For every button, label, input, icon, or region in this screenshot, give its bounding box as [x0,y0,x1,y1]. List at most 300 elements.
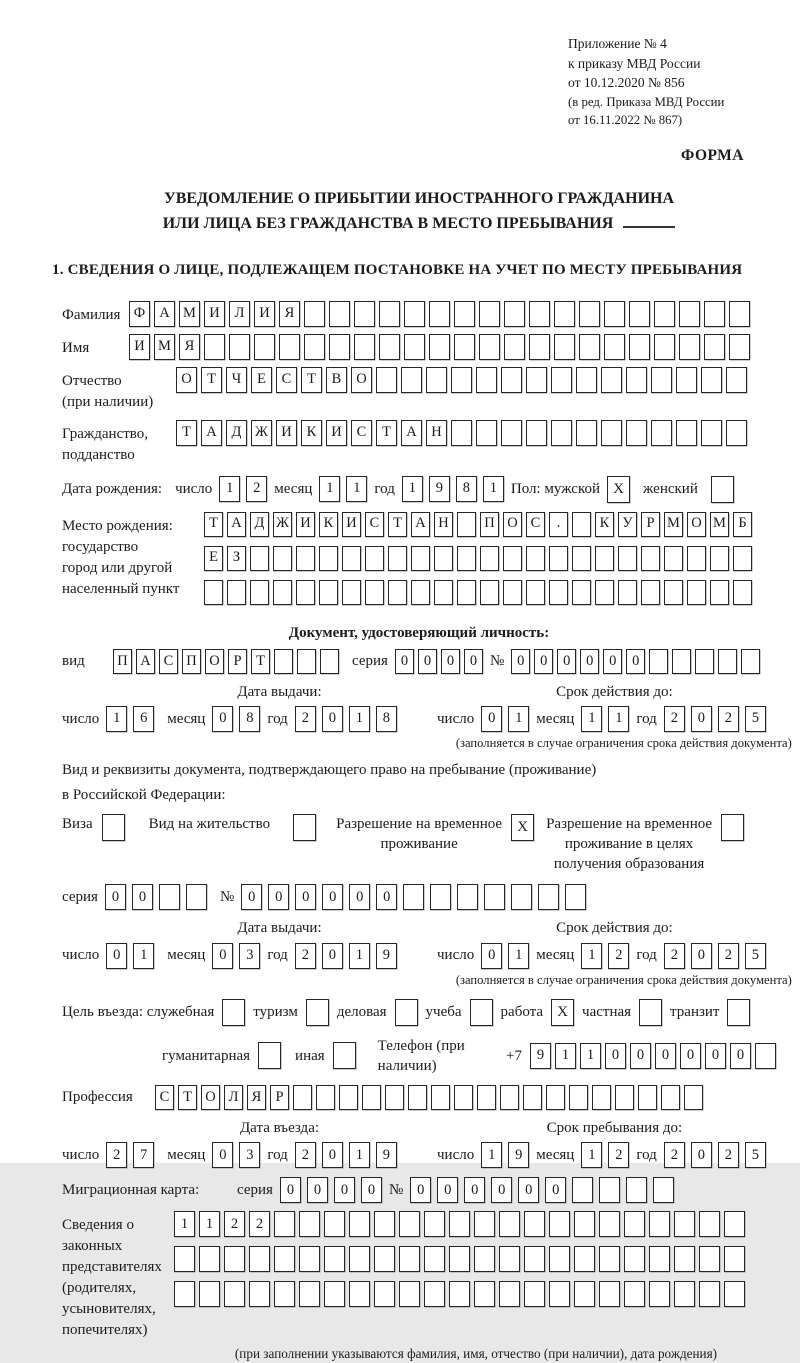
char-cell [319,546,338,571]
char-cell: 0 [132,884,153,910]
residence-issue-year-cells [295,943,397,969]
char-cell: 3 [239,1142,260,1168]
valid-day-cells [481,706,529,732]
char-cell [687,580,706,605]
char-cell: 0 [295,884,316,910]
char-cell: К [595,512,614,537]
profession-label: Профессия [62,1089,133,1106]
char-cell: 9 [376,1142,397,1168]
char-cell: 0 [630,1043,651,1069]
char-cell [249,1281,270,1307]
char-cell [511,884,532,910]
purpose-other-checkbox [333,1042,356,1069]
char-cell: Ч [226,367,247,393]
form-label: ФОРМА [680,146,744,164]
char-cell [273,546,292,571]
char-cell: 0 [680,1043,701,1069]
char-cell [641,546,660,571]
char-cell: Р [641,512,660,537]
purpose-other-label: иная [295,1047,325,1064]
purpose-business-label: деловая [336,1003,387,1020]
char-cell [624,1211,645,1237]
char-cell [324,1211,345,1237]
char-cell: И [276,420,297,446]
citizenship-row [62,420,776,466]
year-label: год [267,1147,288,1164]
day-label: число [62,710,100,727]
surname-cells [129,301,750,327]
valid-until-heading: Срок действия до: [556,920,673,937]
char-cell [224,1246,245,1272]
char-cell [454,334,475,360]
residence-series-cells [105,884,207,910]
char-cell [710,580,729,605]
char-cell [526,420,547,446]
char-cell [186,884,207,910]
char-cell: 5 [745,706,766,732]
stay-until-row [437,1142,792,1168]
char-cell: 0 [511,649,530,674]
identity-doc-row [62,649,776,674]
char-cell: 1 [219,476,240,502]
char-cell [549,1211,570,1237]
char-cell: 0 [307,1177,328,1203]
purpose-private-label: частная [582,1003,632,1020]
char-cell: 2 [295,706,316,732]
stay-month-cells [581,1142,629,1168]
char-cell [354,334,375,360]
char-cell: А [227,512,246,537]
char-cell [174,1281,195,1307]
stay-day-cells [481,1142,529,1168]
reference-amendment: (в ред. Приказа МВД России [568,94,725,109]
char-cell: 1 [349,943,370,969]
char-cell [649,1211,670,1237]
char-cell [618,546,637,571]
char-cell: 0 [280,1177,301,1203]
char-cell [526,546,545,571]
char-cell [249,1246,270,1272]
char-cell: 8 [239,706,260,732]
char-cell [451,367,472,393]
char-cell: Е [251,367,272,393]
char-cell [349,1281,370,1307]
char-cell [624,1281,645,1307]
char-cell [724,1281,745,1307]
char-cell [480,546,499,571]
birth-day-cells [219,476,267,502]
char-cell [273,580,292,605]
char-cell [319,580,338,605]
char-cell: 7 [133,1142,154,1168]
char-cell: Т [204,512,223,537]
char-cell [349,1211,370,1237]
char-cell: 2 [718,943,739,969]
char-cell [199,1281,220,1307]
given-name-label: Имя [62,339,90,356]
birth-place-row3 [204,580,752,605]
char-cell [499,1246,520,1272]
char-cell [434,546,453,571]
char-cell [595,546,614,571]
birth-date-label: Дата рождения: [62,480,163,497]
month-label: месяц [167,947,206,964]
char-cell [574,1246,595,1272]
char-cell [504,301,525,327]
char-cell [499,1211,520,1237]
char-cell [755,1043,776,1069]
char-cell [549,1246,570,1272]
char-cell: И [342,512,361,537]
day-label: число [437,947,475,964]
surname-row [62,301,776,327]
char-cell: У [618,512,637,537]
char-cell [524,1246,545,1272]
char-cell [649,649,668,674]
char-cell: М [154,334,175,360]
char-cell [480,580,499,605]
char-cell [501,367,522,393]
char-cell [250,580,269,605]
char-cell [304,334,325,360]
char-cell: 3 [239,943,260,969]
char-cell [454,301,475,327]
gender-female-checkbox [711,476,734,503]
temp-permit-edu-option [546,814,744,875]
char-cell: 2 [664,706,685,732]
char-cell: 2 [295,1142,316,1168]
char-cell: 0 [212,706,233,732]
char-cell: 0 [322,706,343,732]
reference-line: к приказу МВД России [568,55,701,71]
char-cell [274,1211,295,1237]
reference-line: от 10.12.2020 № 856 [568,75,685,91]
char-cell: 2 [295,943,316,969]
char-cell [449,1281,470,1307]
char-cell: И [326,420,347,446]
char-cell [554,334,575,360]
char-cell [601,367,622,393]
purpose-private-checkbox [639,999,662,1026]
issue-month-cells [212,706,260,732]
char-cell [726,367,747,393]
char-cell: Т [176,420,197,446]
char-cell [449,1246,470,1272]
char-cell [687,546,706,571]
char-cell [701,367,722,393]
char-cell [379,301,400,327]
residence-doc-intro1: Вид и реквизиты документа, подтверждающего право на пребывание (проживание) [62,762,597,779]
issue-date-heading: Дата выдачи: [237,920,322,937]
char-cell [403,884,424,910]
char-cell: К [319,512,338,537]
char-cell [457,884,478,910]
purpose-study-label: учеба [425,1003,462,1020]
temp-permit-option [336,814,534,855]
char-cell: П [480,512,499,537]
migration-series-cells [280,1177,382,1203]
char-cell [626,1177,647,1203]
profession-row [62,1085,776,1110]
char-cell [579,334,600,360]
purpose-row1 [62,999,776,1026]
patronymic-label: Отчество (при наличии) [62,372,154,410]
day-label: число [175,480,213,497]
residence-doc-intro2: в Российской Федерации: [62,787,226,804]
char-cell [599,1211,620,1237]
char-cell: 1 [481,1142,502,1168]
profession-cells [155,1085,703,1110]
char-cell: 2 [608,1142,629,1168]
char-cell: 2 [246,476,267,502]
char-cell [526,367,547,393]
citizenship-cells [176,420,747,446]
char-cell: 0 [212,1142,233,1168]
char-cell: Б [733,512,752,537]
validity-note: (заполняется в случае ограничения срока действия документа) [455,972,792,987]
char-cell: З [227,546,246,571]
char-cell: А [136,649,155,674]
char-cell [733,580,752,605]
char-cell [476,420,497,446]
char-cell [399,1281,420,1307]
char-cell: 1 [483,476,504,502]
char-cell [349,1246,370,1272]
birth-place-row2 [204,546,752,571]
char-cell [504,334,525,360]
char-cell [329,301,350,327]
no-label: № [489,653,505,670]
month-label: месяц [167,710,206,727]
char-cell: . [549,512,568,537]
char-cell: 1 [581,706,602,732]
char-cell [674,1211,695,1237]
char-cell [729,301,750,327]
char-cell [654,301,675,327]
purpose-business-checkbox [395,999,418,1026]
birth-year-cells [402,476,504,502]
char-cell: 0 [464,649,483,674]
char-cell [474,1211,495,1237]
char-cell [411,546,430,571]
char-cell [538,884,559,910]
char-cell [299,1211,320,1237]
char-cell [374,1281,395,1307]
day-label: число [437,1147,475,1164]
residence-permit-options [62,814,776,875]
char-cell [529,301,550,327]
char-cell: 1 [199,1211,220,1237]
char-cell: 0 [437,1177,458,1203]
char-cell: И [254,301,275,327]
char-cell [549,580,568,605]
char-cell: 0 [441,649,460,674]
char-cell [429,334,450,360]
char-cell [551,420,572,446]
char-cell: 0 [603,649,622,674]
char-cell: 0 [410,1177,431,1203]
residence-doc-series-row [62,884,776,910]
char-cell: Ж [273,512,292,537]
char-cell: О [503,512,522,537]
char-cell: 9 [508,1142,529,1168]
char-cell [500,1085,519,1110]
char-cell [376,367,397,393]
form-title-line2: ИЛИ ЛИЦА БЕЗ ГРАЖДАНСТВА В МЕСТО ПРЕБЫВАНИЯ [62,212,776,237]
purpose-tourism-checkbox [306,999,329,1026]
char-cell: 2 [224,1211,245,1237]
year-label: год [636,1147,657,1164]
char-cell [408,1085,427,1110]
char-cell [434,580,453,605]
char-cell: 2 [249,1211,270,1237]
char-cell: С [155,1085,174,1110]
char-cell: Н [434,512,453,537]
char-cell [320,649,339,674]
char-cell [404,334,425,360]
char-cell [595,580,614,605]
valid-month-cells [581,706,629,732]
representatives-label: Сведения о законных представителях (родителях, усыновителях, попечителях) [62,1217,162,1339]
char-cell: 2 [664,943,685,969]
char-cell: 1 [106,706,127,732]
char-cell [316,1085,335,1110]
day-label: число [62,1147,100,1164]
char-cell: Л [229,301,250,327]
char-cell: 0 [349,884,370,910]
char-cell: С [526,512,545,537]
char-cell: 0 [418,649,437,674]
char-cell [724,1246,745,1272]
purpose-official-checkbox [222,999,245,1026]
char-cell [503,580,522,605]
char-cell [324,1246,345,1272]
residence-permit-option [149,814,316,841]
char-cell [523,1085,542,1110]
char-cell [641,580,660,605]
year-label: год [374,480,395,497]
char-cell [324,1281,345,1307]
char-cell [329,334,350,360]
char-cell: Д [226,420,247,446]
char-cell: 0 [212,943,233,969]
char-cell [729,334,750,360]
char-cell [649,1246,670,1272]
char-cell [342,580,361,605]
char-cell [274,649,293,674]
char-cell: Т [251,649,270,674]
char-cell [174,1246,195,1272]
birth-place-block [62,512,776,614]
char-cell [676,367,697,393]
char-cell [718,649,737,674]
purpose-row2 [62,1036,776,1077]
char-cell [374,1246,395,1272]
birth-date-row [62,476,776,503]
char-cell [576,420,597,446]
visa-label: Виза [62,815,93,832]
char-cell: 0 [626,649,645,674]
char-cell [526,580,545,605]
reference-amendment: от 16.11.2022 № 867) [568,113,683,128]
char-cell: Д [250,512,269,537]
char-cell: М [710,512,729,537]
char-cell [629,334,650,360]
char-cell [549,546,568,571]
representatives-cells [174,1211,745,1316]
char-cell: Н [426,420,447,446]
purpose-work-checkbox: X [551,999,574,1026]
char-cell: 2 [664,1142,685,1168]
char-cell: Ф [129,301,150,327]
char-cell [604,334,625,360]
char-cell [424,1246,445,1272]
phone-cells [530,1043,776,1069]
char-cell: С [351,420,372,446]
char-cell [524,1211,545,1237]
representatives-note: (при заполнении указываются фамилия, имя, отчество (при наличии), дата рождения) [234,1346,718,1362]
char-cell: П [182,649,201,674]
char-cell [710,546,729,571]
patronymic-row [62,367,776,413]
migration-card-row [62,1177,776,1203]
char-cell: 0 [268,884,289,910]
char-cell [499,1281,520,1307]
day-label: число [62,947,100,964]
char-cell [699,1281,720,1307]
char-cell: 0 [534,649,553,674]
char-cell: 1 [133,943,154,969]
char-cell [449,1211,470,1237]
char-cell [457,512,476,537]
char-cell [159,884,180,910]
char-cell: О [176,367,197,393]
char-cell [399,1211,420,1237]
char-cell: Р [228,649,247,674]
char-cell [254,334,275,360]
valid-until-heading: Срок действия до: [556,683,673,700]
char-cell: П [113,649,132,674]
char-cell [704,301,725,327]
corner-reference [568,34,776,130]
char-cell: 2 [106,1142,127,1168]
migration-card-label: Миграционная карта: [62,1182,200,1199]
char-cell [503,546,522,571]
purpose-tourism-label: туризм [253,1003,298,1020]
char-cell [626,367,647,393]
char-cell: 0 [106,943,127,969]
residence-valid-month-cells [581,943,629,969]
char-cell [354,301,375,327]
char-cell [699,1246,720,1272]
char-cell: 5 [745,1142,766,1168]
char-cell: 0 [691,943,712,969]
char-cell: 0 [334,1177,355,1203]
char-cell: 1 [349,706,370,732]
char-cell [274,1281,295,1307]
char-cell: 0 [322,884,343,910]
patronymic-cells [176,367,747,393]
char-cell: 0 [605,1043,626,1069]
char-cell [479,301,500,327]
series-label: серия [237,1182,273,1199]
char-cell [388,546,407,571]
valid-until-row [437,943,792,969]
char-cell [661,1085,680,1110]
char-cell [501,420,522,446]
char-cell: 0 [730,1043,751,1069]
residence-issue-day-cells [106,943,154,969]
